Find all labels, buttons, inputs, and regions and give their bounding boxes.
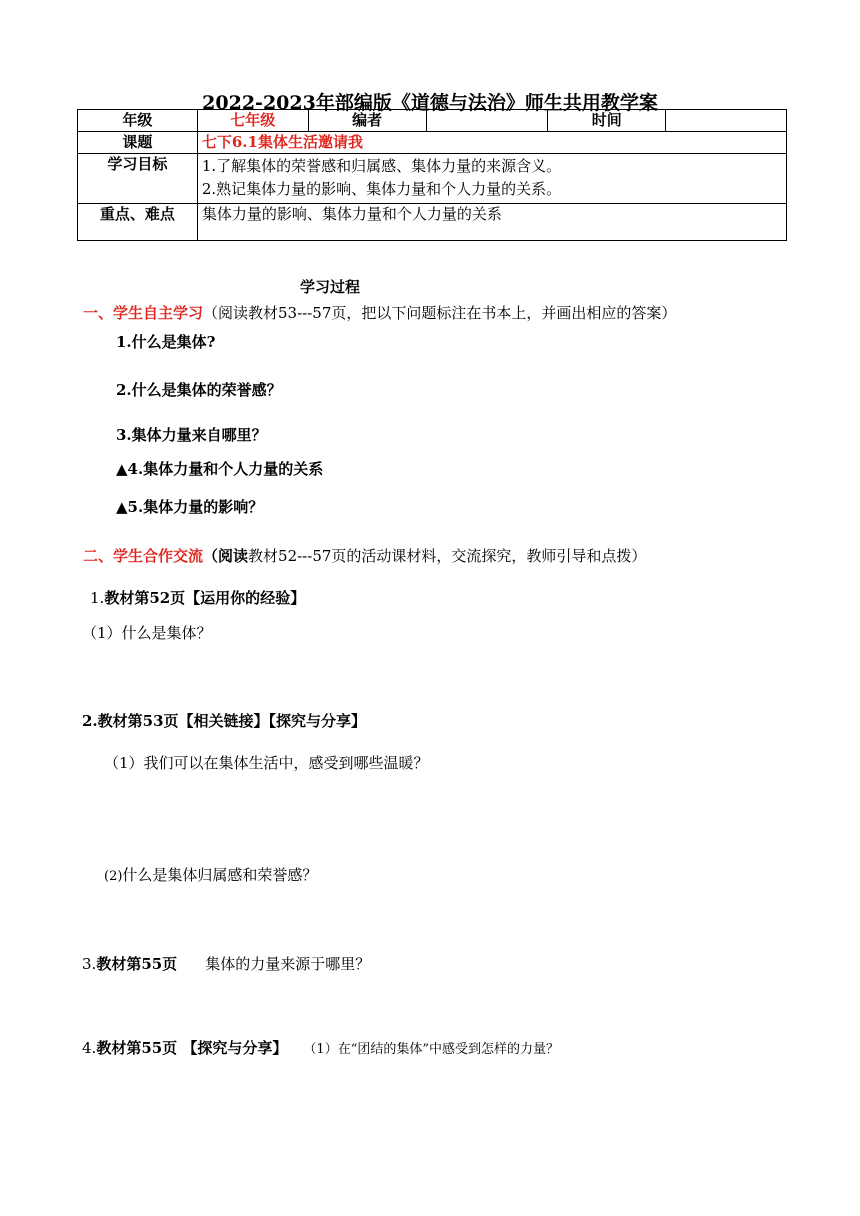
section2-heading [83,545,646,566]
topic-row [78,132,787,154]
grade-row [78,110,787,132]
topic-label: 课题 [78,132,198,154]
time-value [666,110,787,132]
item3-prefix: 3. [82,955,97,973]
topic-value: 七下6.1集体生活邀请我 [197,132,786,154]
goals-cell [197,154,786,204]
goal-item: 1.了解集体的荣誉感和归属感、集体力量的来源含义。 [201,157,562,175]
item2-question1: （1）我们可以在集体生活中，感受到哪些温暖？ [104,754,429,772]
item1-title: 教材第52页【运用你的经验】 [104,589,306,607]
key-row [78,204,787,241]
item2-q2-text: 什么是集体归属感和荣誉感？ [122,866,318,884]
process-title: 学习过程 [300,278,361,296]
item4-title: 教材第55页 【探究与分享】 [96,1039,288,1057]
section2-item4 [82,1037,559,1058]
section2-note-bold: （阅读 [203,547,249,565]
section2-head: 二、学生合作交流 [83,547,204,565]
item1-prefix: 1. [90,589,105,607]
question-item: 3.集体力量来自哪里？ [116,426,267,444]
info-table [77,109,787,241]
goals-label: 学习目标 [78,154,198,204]
key-label: 重点、难点 [78,204,198,241]
document-title: 2022-2023年部编版《道德与法治》师生共用教学案 [202,92,658,114]
item2-question2 [104,864,317,885]
grade-label: 年级 [78,110,198,132]
goal-item: 2.熟记集体力量的影响、集体力量和个人力量的关系。 [201,180,562,198]
grade-value: 七年级 [197,110,308,132]
item2-q2-number: (2) [104,869,123,884]
question-item: ▲5.集体力量的影响？ [116,498,264,516]
section1-head: 一、学生自主学习 [83,304,204,322]
item3-title: 教材第55页 [96,955,178,973]
section2-item1 [90,587,305,608]
section2-item3 [82,953,370,974]
editor-label: 编者 [308,110,426,132]
question-item: ▲4.集体力量和个人力量的关系 [116,460,324,478]
section1-note: （阅读教材53---57页，把以下问题标注在书本上，并画出相应的答案） [203,304,677,322]
section2-item2: 2.教材第53页【相关链接】【探究与分享】 [82,712,367,730]
item1-question: （1）什么是集体？ [82,624,212,642]
question-item: 1.什么是集体? [116,333,216,351]
item4-prefix: 4. [82,1039,97,1057]
section2-note: 教材52---57页的活动课材料，交流探究，教师引导和点拨） [248,547,647,565]
editor-value [426,110,548,132]
section1-heading [83,302,676,323]
key-value: 集体力量的影响、集体力量和个人力量的关系 [197,204,786,241]
item3-text: 集体的力量来源于哪里？ [205,955,371,973]
item4-text: （1）在“团结的集体”中感受到怎样的力量？ [303,1042,559,1057]
question-item: 2.什么是集体的荣誉感？ [116,381,282,399]
time-label: 时间 [548,110,666,132]
goals-row [78,154,787,204]
